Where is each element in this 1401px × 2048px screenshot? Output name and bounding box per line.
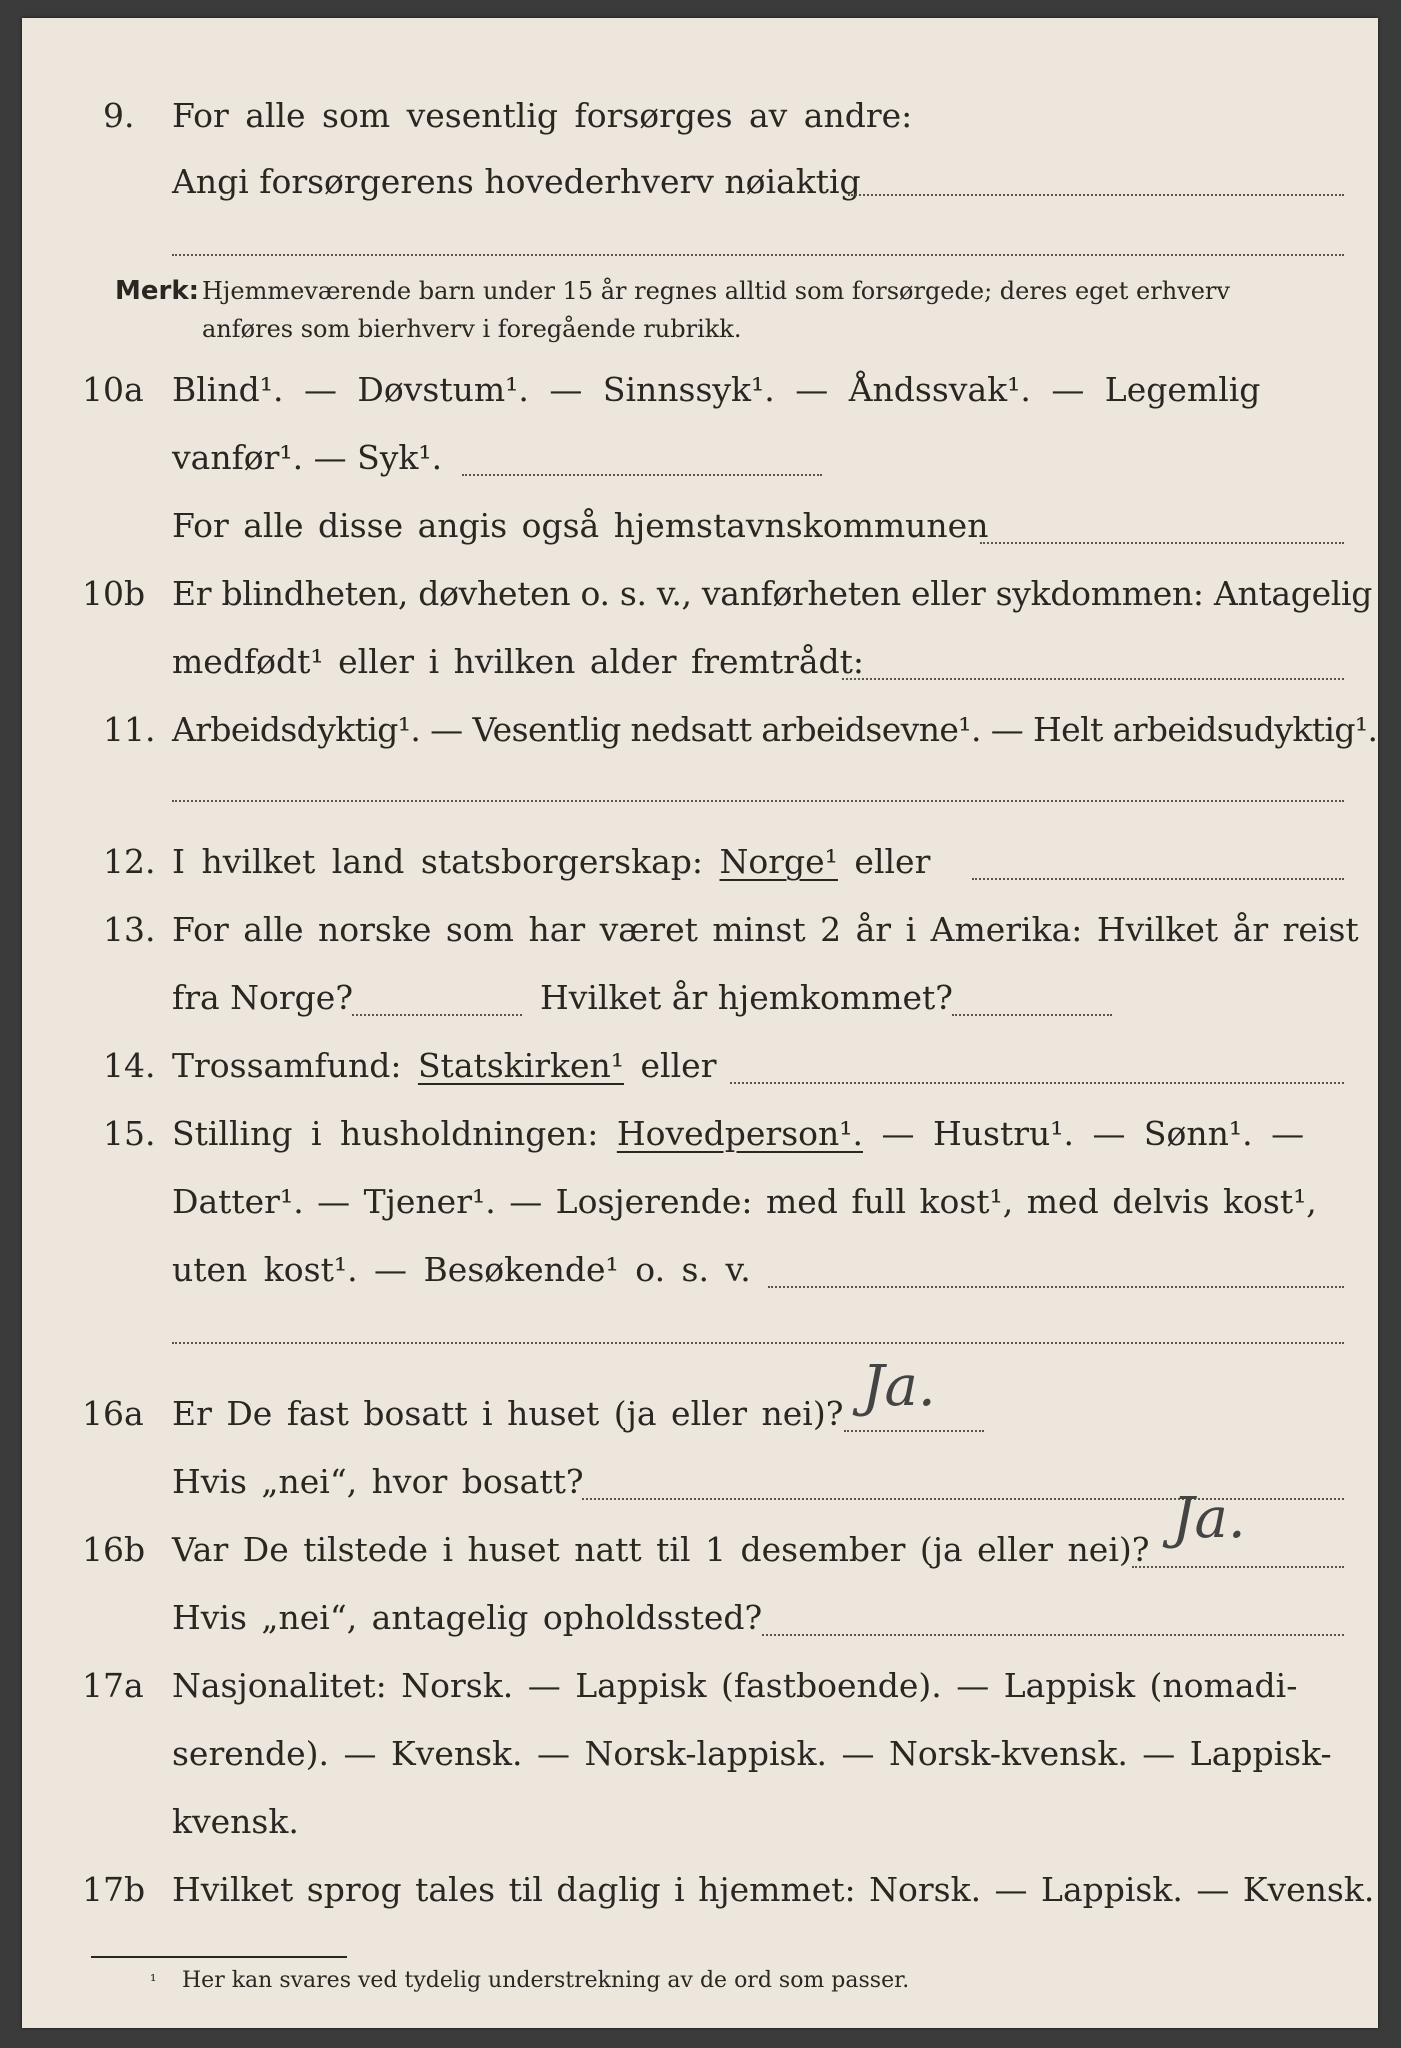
q10a-line2: vanfør¹. — Syk¹.: [172, 438, 443, 477]
q17a-row2: [22, 1726, 1378, 1782]
q9-row2: [22, 154, 1378, 210]
q13-number: 13.: [103, 910, 156, 949]
q13-line1: For alle norske som har været minst 2 år i Amerika: Hvilket år reist: [172, 910, 1359, 949]
q10a-row: [22, 362, 1378, 418]
q11-number: 11.: [103, 710, 156, 749]
q10a-number: 10a: [82, 370, 144, 409]
q17b-row: [22, 1862, 1378, 1918]
q17a-line3: kvensk.: [172, 1802, 299, 1841]
merk-line2: anføres som bierhverv i foregående rubrikk.: [202, 315, 742, 343]
footnote-rule: [91, 1956, 347, 1958]
q16a-row: [22, 1386, 1378, 1442]
q16b-row2: [22, 1590, 1378, 1646]
footnote-text: Her kan svares ved tydelig understrekning av de ord som passer.: [182, 1968, 910, 1993]
q10a-row3: [22, 498, 1378, 554]
merk-line1: Hjemmeværende barn under 15 år regnes alltid som forsørgede; deres eget erhverv: [202, 277, 1230, 305]
q16b-line2: Hvis „nei“, antagelig opholdssted?: [172, 1598, 763, 1637]
q14-row: [22, 1038, 1378, 1094]
q15-selected-option[interactable]: Hovedperson¹.: [616, 1114, 863, 1153]
q12-selected-option[interactable]: Norge¹: [719, 842, 838, 881]
q15-answer-field-2[interactable]: [172, 1342, 1344, 1344]
q9-line1: For alle som vesentlig forsørges av andre:: [172, 96, 913, 135]
merk-label: Merk:: [115, 276, 200, 306]
q9-answer-field[interactable]: [848, 194, 1344, 196]
q17a-line2: serende). — Kvensk. — Norsk-lappisk. — Norsk-kvensk. — Lappisk-: [172, 1734, 1332, 1773]
q16a-answer-field[interactable]: [844, 1430, 984, 1432]
q14-number: 14.: [103, 1046, 156, 1085]
q10b-answer-field[interactable]: [842, 678, 1344, 680]
q15-row3: [22, 1242, 1378, 1298]
q13-line2a: fra Norge?: [172, 978, 354, 1017]
q10a-answer-field[interactable]: [462, 474, 822, 476]
q12-row: [22, 834, 1378, 890]
q13-row: [22, 902, 1378, 958]
q13-departure-field[interactable]: [352, 1014, 522, 1016]
q10b-line1: Er blindheten, døvheten o. s. v., vanførheten eller sykdommen: Antagelig: [172, 574, 1373, 613]
q14-or: eller: [640, 1046, 717, 1085]
q14-answer-field[interactable]: [730, 1082, 1344, 1084]
q17b-number: 17b: [82, 1870, 146, 1909]
q14-question: Trossamfund:: [172, 1046, 402, 1085]
q14-text: [172, 1038, 716, 1094]
q15-text: [172, 1106, 1304, 1162]
q9-number: 9.: [103, 96, 135, 135]
footnote-marker: ¹: [150, 1971, 157, 1990]
q11-answer-field[interactable]: [172, 800, 1344, 802]
q10b-row2: [22, 634, 1378, 690]
q15-row: [22, 1106, 1378, 1162]
q12-text: [172, 834, 930, 890]
q16b-answer-field[interactable]: [1132, 1566, 1344, 1568]
q17b-line1: Hvilket sprog tales til daglig i hjemmet: Norsk. — Lappisk. — Kvensk.: [172, 1870, 1375, 1909]
q15-line2: Datter¹. — Tjener¹. — Losjerende: med full kost¹, med delvis kost¹,: [172, 1182, 1317, 1221]
q16b-number: 16b: [82, 1530, 146, 1569]
q15-row2: [22, 1174, 1378, 1230]
q10a-row2: [22, 430, 1378, 486]
q10a-municipality-field[interactable]: [980, 542, 1344, 544]
q9-answer-field-2[interactable]: [172, 254, 1344, 256]
q10a-line1: Blind¹. — Døvstum¹. — Sinnssyk¹. — Åndssvak¹. — Legemlig: [172, 370, 1261, 409]
q10b-number: 10b: [82, 574, 146, 613]
q12-or: eller: [854, 842, 931, 881]
q15-rest: — Hustru¹. — Sønn¹. —: [881, 1114, 1305, 1153]
q16b-location-field[interactable]: [762, 1634, 1344, 1636]
q17a-line1: Nasjonalitet: Norsk. — Lappisk (fastboende). — Lappisk (nomadi-: [172, 1666, 1298, 1705]
q12-answer-field[interactable]: [972, 878, 1344, 880]
q17a-row: [22, 1658, 1378, 1714]
q15-line3: uten kost¹. — Besøkende¹ o. s. v.: [172, 1250, 751, 1289]
q16a-handwritten-answer: Ja.: [862, 1354, 936, 1419]
census-form-page: [22, 18, 1378, 2028]
q15-question: Stilling i husholdningen:: [172, 1114, 599, 1153]
q16a-line1: Er De fast bosatt i huset (ja eller nei)?: [172, 1394, 844, 1433]
q14-selected-option[interactable]: Statskirken¹: [417, 1046, 625, 1085]
q9-row: [22, 88, 1378, 144]
q9-line2: Angi forsørgerens hovederhverv nøiaktig: [172, 162, 861, 201]
q16a-line2: Hvis „nei“, hvor bosatt?: [172, 1462, 584, 1501]
q13-line2b: Hvilket år hjemkommet?: [540, 978, 953, 1017]
q16b-handwritten-answer: Ja.: [1172, 1486, 1246, 1551]
q16b-line1: Var De tilstede i huset natt til 1 desember (ja eller nei)?: [172, 1530, 1150, 1569]
q10b-line2: medfødt¹ eller i hvilken alder fremtrådt:: [172, 642, 865, 681]
q15-answer-field[interactable]: [768, 1286, 1344, 1288]
q10a-line3: For alle disse angis også hjemstavnskommunen: [172, 506, 989, 545]
q11-row: [22, 702, 1378, 758]
q12-question: I hvilket land statsborgerskap:: [172, 842, 704, 881]
q13-return-field[interactable]: [952, 1014, 1112, 1016]
q17a-number: 17a: [82, 1666, 144, 1705]
q15-number: 15.: [103, 1114, 156, 1153]
q10b-row: [22, 566, 1378, 622]
q12-number: 12.: [103, 842, 156, 881]
q17a-row3: [22, 1794, 1378, 1850]
q13-row2: [22, 970, 1378, 1026]
q11-line1: Arbeidsdyktig¹. — Vesentlig nedsatt arbeidsevne¹. — Helt arbeidsudyktig¹.: [172, 710, 1378, 749]
q16a-number: 16a: [82, 1394, 144, 1433]
